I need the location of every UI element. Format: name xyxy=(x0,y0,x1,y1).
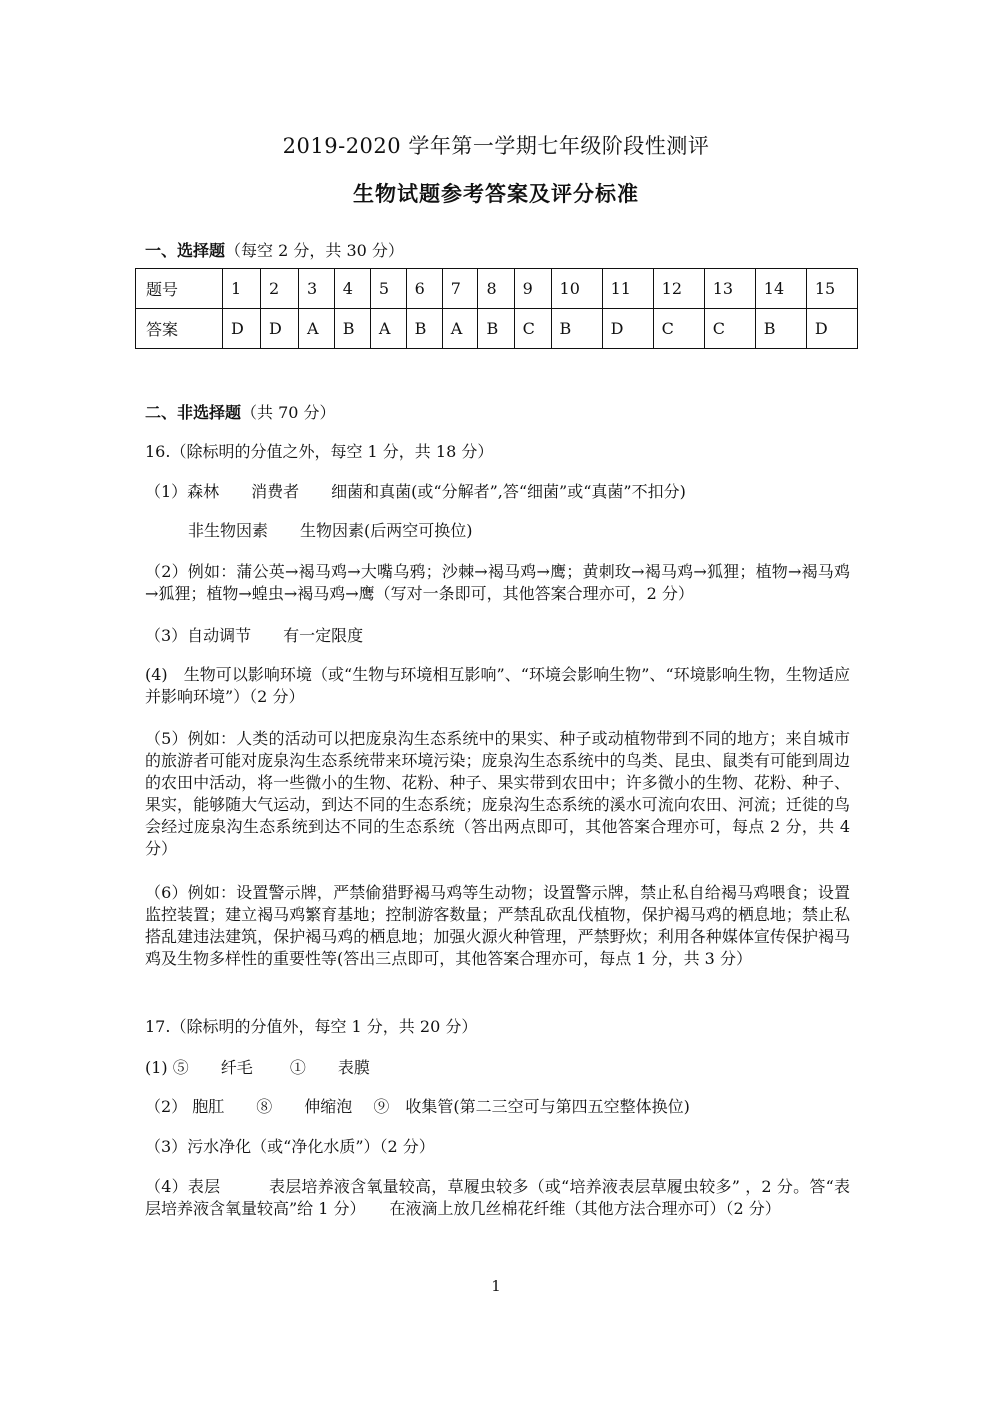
table-cell: A xyxy=(442,309,478,349)
q16-part1b: 非生物因素 生物因素(后两空可换位) xyxy=(188,521,473,540)
section2-title: 二、非选择题 xyxy=(145,403,242,422)
table-cell: 11 xyxy=(602,269,653,309)
table-cell: B xyxy=(334,309,370,349)
section2-note: （共 70 分） xyxy=(241,403,336,422)
q16-header: 16.（除标明的分值之外，每空 1 分，共 18 分） xyxy=(145,442,494,461)
table-cell: C xyxy=(653,309,704,349)
table-cell: B xyxy=(755,309,806,349)
q16-part5: （5）例如：人类的活动可以把庞泉沟生态系统中的果实、种子或动植物带到不同的地方；来自城市的旅游者可能对庞泉沟生态系统带来环境污染；庞泉沟生态系统中的鸟类、昆虫、鼠类有可能到周边的农田中活动，将一些微小的生物、花粉、种子、果实带到农田中；许多微小的生物、花粉、种子、果实，能够随大气运动，到达不同的生态系统；庞泉沟生态系统的溪水可流向农田、河流；迁徙的鸟会经过庞泉沟生态系统到达不同的生态系统（答出两点即可，其他答案合理亦可，每点 2 分，共 4 分） xyxy=(145,729,850,858)
table-cell: A xyxy=(298,309,334,349)
table-cell: 5 xyxy=(370,269,406,309)
table-cell: C xyxy=(704,309,755,349)
table-cell: 7 xyxy=(442,269,478,309)
table-cell: 12 xyxy=(653,269,704,309)
table-cell: 1 xyxy=(223,269,261,309)
table-row-answers xyxy=(136,309,858,349)
table-cell: D xyxy=(602,309,653,349)
table-cell: 14 xyxy=(755,269,806,309)
section2-heading xyxy=(145,400,336,423)
table-cell: 9 xyxy=(514,269,551,309)
page-title: 2019-2020 学年第一学期七年级阶段性测评 xyxy=(282,134,710,158)
q16-part1a: （1）森林 消费者 细菌和真菌(或“分解者”,答“细菌”或“真菌”不扣分) xyxy=(145,482,686,501)
table-cell: B xyxy=(406,309,442,349)
table-cell: D xyxy=(223,309,261,349)
q17-part3: （3）污水净化（或“净化水质”）（2 分） xyxy=(145,1137,435,1156)
table-cell: D xyxy=(260,309,298,349)
table-cell: B xyxy=(551,309,602,349)
answer-table xyxy=(135,268,858,349)
q17-header: 17.（除标明的分值外，每空 1 分，共 20 分） xyxy=(145,1017,478,1036)
table-cell: D xyxy=(806,309,857,349)
table-cell: 8 xyxy=(478,269,514,309)
q17-part2: （2） 胞肛 ⑧ 伸缩泡 ⑨ 收集管(第二三空可与第四五空整体换位) xyxy=(145,1097,690,1116)
q16-part2: （2）例如：蒲公英→褐马鸡→大嘴乌鸦；沙棘→褐马鸡→鹰；黄刺玫→褐马鸡→狐狸；植物→褐马鸡→狐狸；植物→蝗虫→褐马鸡→鹰（写对一条即可，其他答案合理亦可，2 分） xyxy=(145,562,850,603)
q16-part4: (4) 生物可以影响环境（或“生物与环境相互影响”、“环境会影响生物”、“环境影响生物，生物适应并影响环境”）（2 分） xyxy=(145,665,850,706)
row-header-number: 题号 xyxy=(136,269,223,309)
table-cell: 10 xyxy=(551,269,602,309)
section1-heading xyxy=(145,238,404,261)
table-cell: 4 xyxy=(334,269,370,309)
q17-part4: （4）表层 表层培养液含氧量较高，草履虫较多（或“培养液表层草履虫较多” ，2 分。答“表层培养液含氧量较高”给 1 分） 在液滴上放几丝棉花纤维（其他方法合理亦可）（2 分） xyxy=(145,1177,850,1218)
table-cell: B xyxy=(478,309,514,349)
row-header-answer: 答案 xyxy=(136,309,223,349)
table-cell: 13 xyxy=(704,269,755,309)
page-number: 1 xyxy=(491,1277,501,1295)
table-row-numbers xyxy=(136,269,858,309)
table-cell: 6 xyxy=(406,269,442,309)
section1-note: （每空 2 分，共 30 分） xyxy=(225,241,404,260)
q16-part3: （3）自动调节 有一定限度 xyxy=(145,626,364,645)
table-cell: 3 xyxy=(298,269,334,309)
section1-title: 一、选择题 xyxy=(145,241,226,260)
q16-part6: （6）例如：设置警示牌，严禁偷猎野褐马鸡等生动物；设置警示牌，禁止私自给褐马鸡喂食；设置监控装置；建立褐马鸡繁育基地；控制游客数量；严禁乱砍乱伐植物，保护褐马鸡的栖息地；禁止私搭乱建违法建筑，保护褐马鸡的栖息地；加强火源火种管理，严禁野炊；利用各种媒体宣传保护褐马鸡及生物多样性的重要性等(答出三点即可，其他答案合理亦可，每点 1 分，共 3 分） xyxy=(145,883,850,968)
table-cell: A xyxy=(370,309,406,349)
table-cell: 15 xyxy=(806,269,857,309)
table-cell: 2 xyxy=(260,269,298,309)
q17-part1: (1) ⑤ 纤毛 ① 表膜 xyxy=(145,1058,370,1077)
page-subtitle: 生物试题参考答案及评分标准 xyxy=(353,182,639,206)
table-cell: C xyxy=(514,309,551,349)
